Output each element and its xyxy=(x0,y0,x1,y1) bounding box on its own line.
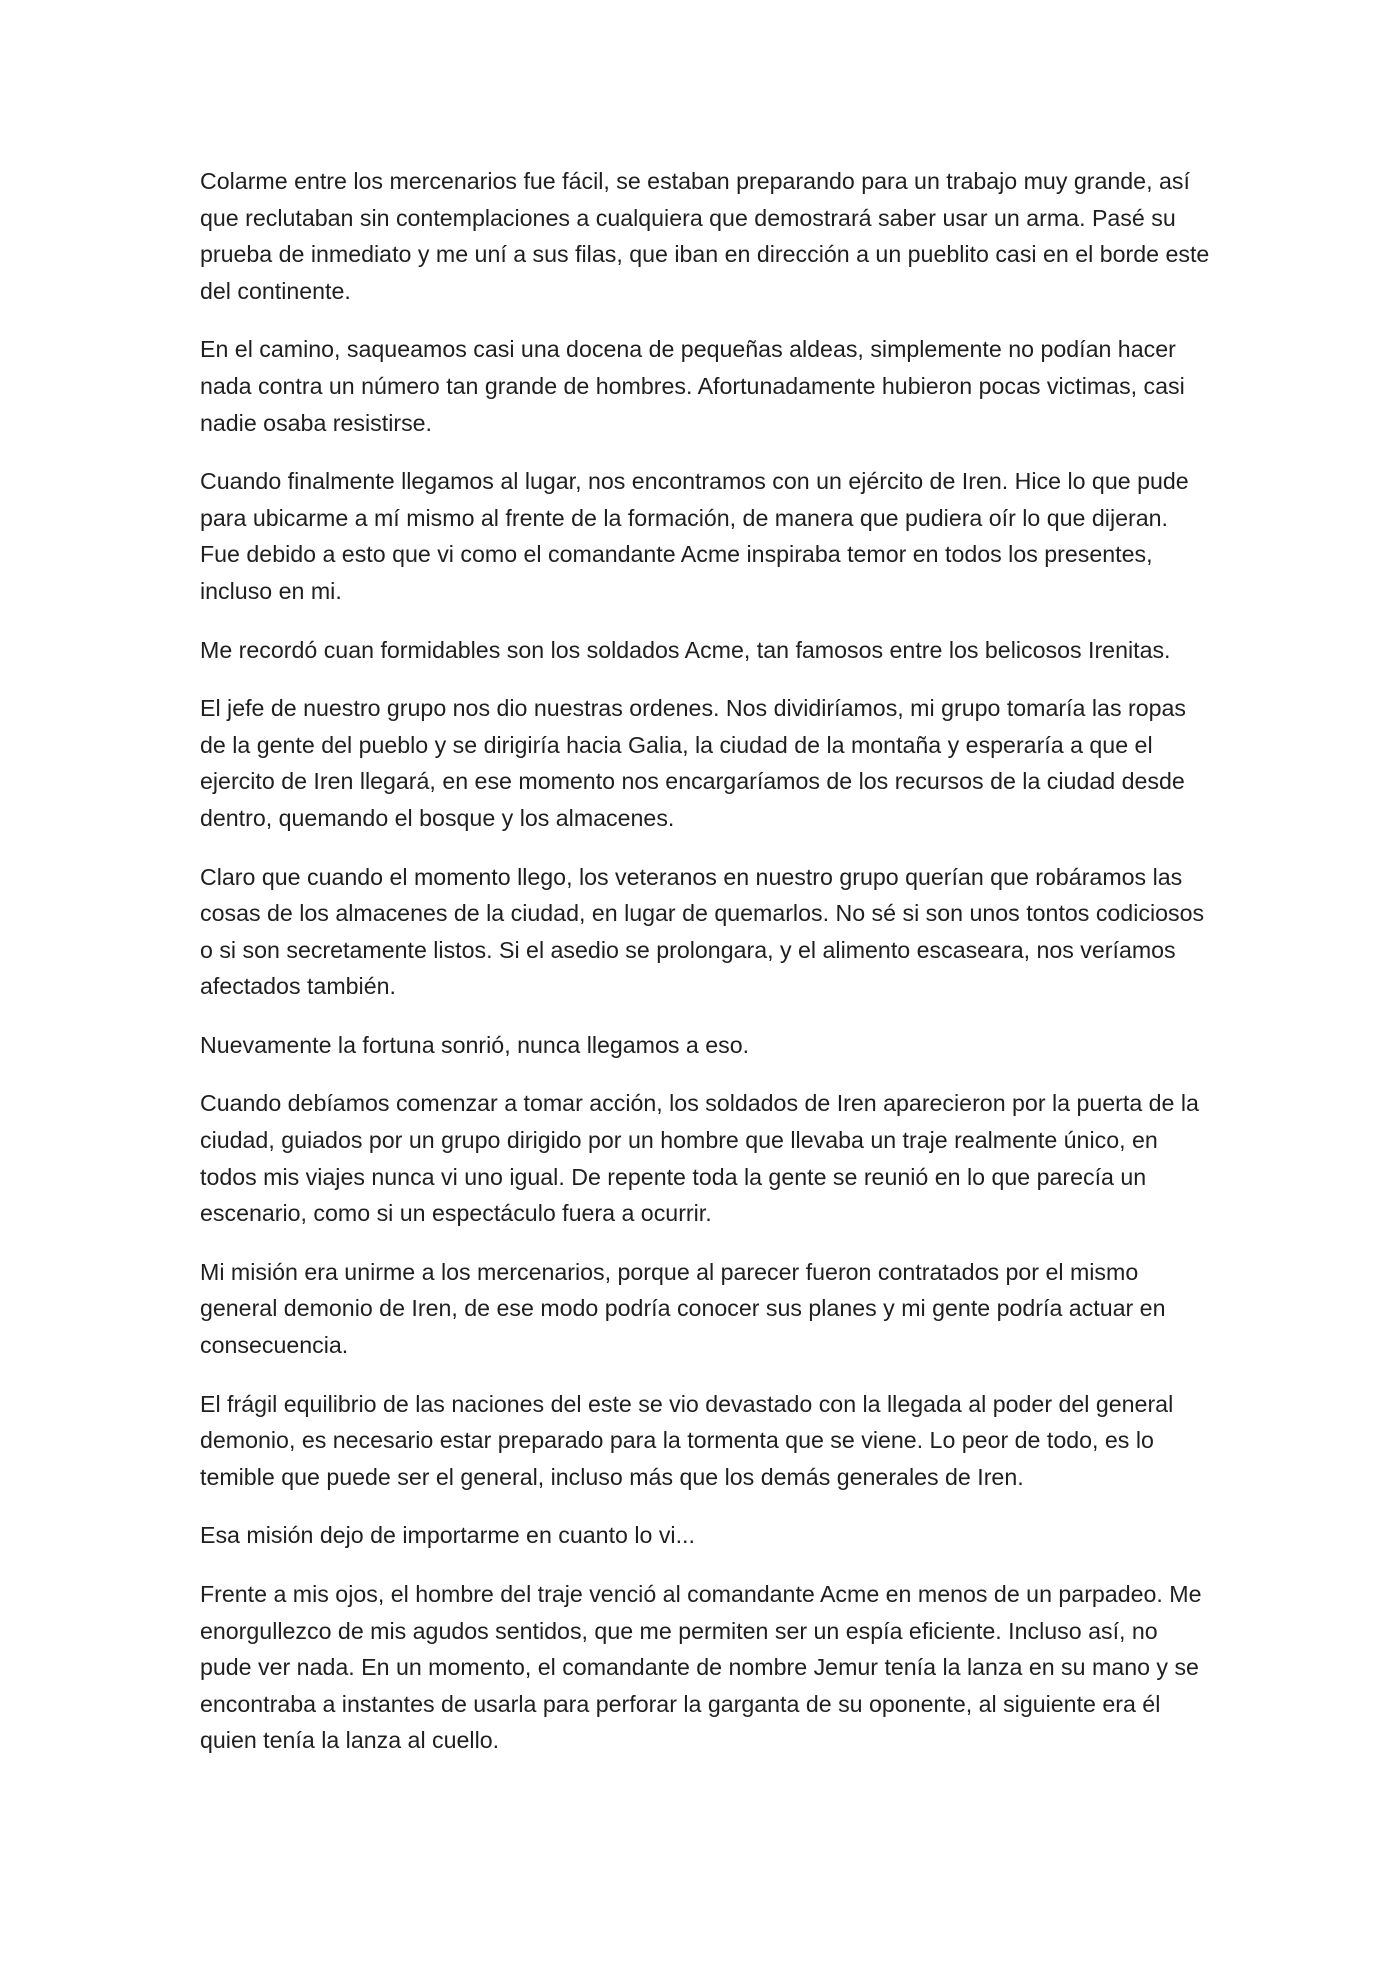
paragraph-7: Nuevamente la fortuna sonrió, nunca llegamos a eso. xyxy=(200,1031,750,1058)
paragraph-11: Esa misión dejo de importarme en cuanto lo vi... xyxy=(200,1522,695,1549)
paragraph-6: Claro que cuando el momento llego, los veteranos en nuestro grupo querían que robáramos las cosas de los almacenes de la ciudad, en lugar de quemarlos. No sé si son unos tontos codiciosos o si son secretamente listos. Si el asedio se prolongara, y el alimento escaseara, nos veríamos afectados también. xyxy=(200,863,1205,1000)
paragraph-9: Mi misión era unirme a los mercenarios, porque al parecer fueron contratados por el mismo general demonio de Iren, de ese modo podría conocer sus planes y mi gente podría actuar en consecuencia. xyxy=(200,1258,1166,1359)
paragraph-4: Me recordó cuan formidables son los soldados Acme, tan famosos entre los belicosos Irenitas. xyxy=(200,636,1171,663)
document-body xyxy=(200,163,1210,1781)
paragraph-10: El frágil equilibrio de las naciones del este se vio devastado con la llegada al poder del general demonio, es necesario estar preparado para la tormenta que se viene. Lo peor de todo, es lo temible que puede ser el general, incluso más que los demás generales de Iren. xyxy=(200,1390,1174,1490)
paragraph-3: Cuando finalmente llegamos al lugar, nos encontramos con un ejército de Iren. Hice lo que pude para ubicarme a mí mismo al frente de la formación, de manera que pudiera oír lo que dijeran. Fue debido a esto que vi como el comandante Acme inspiraba temor en todos los presentes, incluso en mi. xyxy=(200,468,1189,604)
paragraph-12: Frente a mis ojos, el hombre del traje venció al comandante Acme en menos de un parpadeo. Me enorgullezco de mis agudos sentidos, que me permiten ser un espía eficiente. Incluso así, no pude ver nada. En un momento, el comandante de nombre Jemur tenía la lanza en su mano y se encontraba a instantes de usarla para perforar la garganta de su oponente, al siguiente era él quien tenía la lanza al cuello. xyxy=(200,1581,1202,1754)
paragraph-1: Colarme entre los mercenarios fue fácil, se estaban preparando para un trabajo muy grande, así que reclutaban sin contemplaciones a cualquiera que demostrará saber usar un arma. Pasé su prueba de inmediato y me uní a sus filas, que iban en dirección a un pueblito casi en el borde este del continente. xyxy=(200,168,1210,304)
paragraph-2: En el camino, saqueamos casi una docena de pequeñas aldeas, simplemente no podían hacer nada contra un número tan grande de hombres. Afortunadamente hubieron pocas victimas, casi nadie osaba resistirse. xyxy=(200,336,1185,436)
paragraph-5: El jefe de nuestro grupo nos dio nuestras ordenes. Nos dividiríamos, mi grupo tomaría las ropas de la gente del pueblo y se dirigiría hacia Galia, la ciudad de la montaña y esperaría a que el ejercito de Iren llegará, en ese momento nos encargaríamos de los recursos de la ciudad desde dentro, quemando el bosque y los almacenes. xyxy=(200,695,1186,831)
paragraph-8: Cuando debíamos comenzar a tomar acción, los soldados de Iren aparecieron por la puerta de la ciudad, guiados por un grupo dirigido por un hombre que llevaba un traje realmente único, en todos mis viajes nunca vi uno igual. De repente toda la gente se reunió en lo que parecía un escenario, como si un espectáculo fuera a ocurrir. xyxy=(200,1090,1199,1227)
